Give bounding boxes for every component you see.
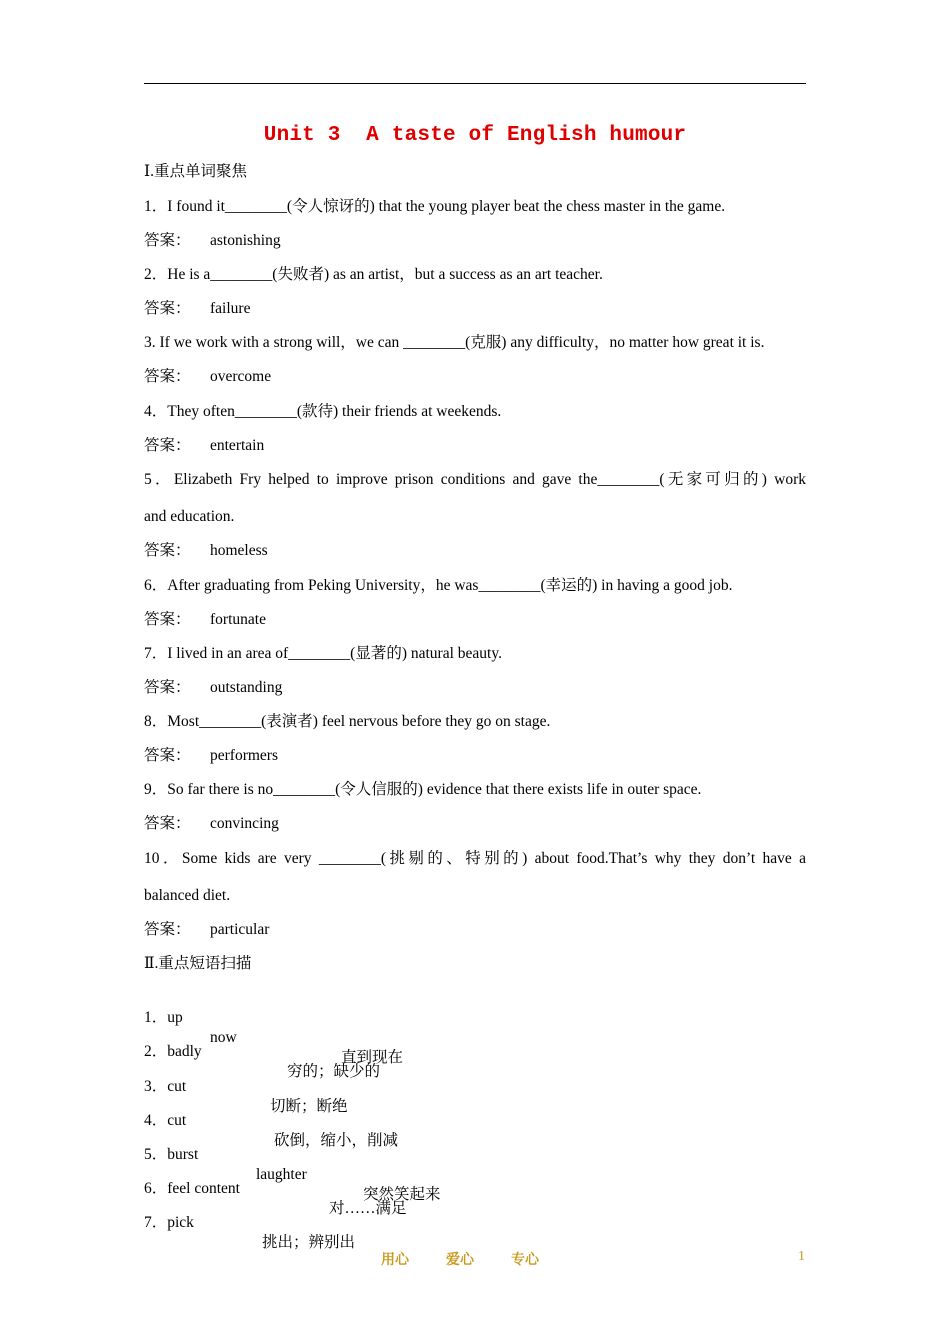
answer-value: outstanding [210,679,283,696]
answer-value: fortunate [210,611,266,628]
answer-label: 答案： [144,611,191,628]
phrase-number-word: 4．cut [144,1112,187,1129]
question-10-continuation: balanced diet. [144,887,231,904]
phrase-number-word: 7．pick [144,1214,194,1231]
question-2: 2．He is a________(失败者) as an artist，but a success as an art teacher. [144,266,603,283]
phrase-word: now [210,1029,237,1046]
question-9: 9．So far there is no________(令人信服的) evidence that there exists life in outer space. [144,781,702,798]
answer-label: 答案： [144,815,191,832]
answer-row-9 [144,814,279,834]
phrase-meaning: 挑出；辨别出 [262,1234,356,1251]
answer-label: 答案： [144,232,191,249]
footer-item-2: 爱心 [446,1252,474,1268]
phrase-meaning: 对……满足 [329,1200,407,1217]
page-number: 1 [798,1249,805,1264]
question-8: 8．Most________(表演者) feel nervous before they go on stage. [144,713,551,730]
phrase-7 [144,1193,806,1251]
answer-row-5 [144,541,268,561]
phrase-word: laughter [256,1166,307,1183]
answer-row-6 [144,610,266,630]
header-rule [144,83,806,84]
answer-label: 答案： [144,747,191,764]
answer-value: convincing [210,815,279,832]
question-7: 7．I lived in an area of________(显著的) natural beauty. [144,645,502,662]
footer-item-1: 用心 [381,1252,409,1268]
answer-row-7 [144,678,283,698]
question-1: 1．I found it________(令人惊讶的) that the young player beat the chess master in the game. [144,198,726,215]
phrase-3 [144,1057,806,1115]
answer-label: 答案： [144,437,191,454]
answer-value: astonishing [210,232,281,249]
question-6: 6．After graduating from Peking University，he was________(幸运的) in having a good job. [144,577,733,594]
answer-row-1 [144,231,281,251]
phrase-meaning: 突然笑起来 [363,1186,441,1203]
section-heading-phrases: Ⅱ.重点短语扫描 [144,955,252,972]
phrase-4 [144,1091,806,1149]
phrase-number-word: 6．feel content [144,1180,240,1197]
answer-value: particular [210,921,270,938]
answer-row-8 [144,746,278,766]
phrase-number-word: 5．burst [144,1146,199,1163]
question-3: 3. If we work with a strong will，we can ________(克服) any difficulty，no matter how great it is. [144,334,765,351]
answer-row-4 [144,436,265,456]
phrase-meaning: 切断；断绝 [270,1098,348,1115]
answer-label: 答案： [144,368,191,385]
answer-value: overcome [210,368,272,385]
question-5-continuation: and education. [144,508,235,525]
question-10: 10．Some kids are very ________(挑剔的、特别的) about food.That’s why they don’t have a [144,850,806,867]
answer-label: 答案： [144,921,191,938]
phrase-meaning: 穷的；缺少的 [287,1063,381,1080]
answer-value: failure [210,300,251,317]
answer-row-3 [144,367,272,387]
answer-row-2 [144,299,251,319]
phrase-number-word: 1．up [144,1009,183,1026]
question-5: 5．Elizabeth Fry helped to improve prison conditions and gave the________(无家可归的) work [144,471,806,488]
phrase-number-word: 3．cut [144,1078,187,1095]
answer-value: homeless [210,542,268,559]
phrase-meaning: 直到现在 [341,1049,404,1066]
phrase-meaning: 砍倒，缩小，削减 [274,1132,399,1149]
answer-value: entertain [210,437,265,454]
answer-label: 答案： [144,542,191,559]
answer-label: 答案： [144,300,191,317]
question-4: 4．They often________(款待) their friends at weekends. [144,403,502,420]
answer-value: performers [210,747,278,764]
answer-row-10 [144,920,270,940]
document-title: Unit 3 A taste of English humour [263,124,687,147]
footer-item-3: 专心 [511,1252,539,1268]
section-heading-words: Ⅰ.重点单词聚焦 [144,163,247,180]
answer-label: 答案： [144,679,191,696]
phrase-number-word: 2．badly [144,1043,202,1060]
